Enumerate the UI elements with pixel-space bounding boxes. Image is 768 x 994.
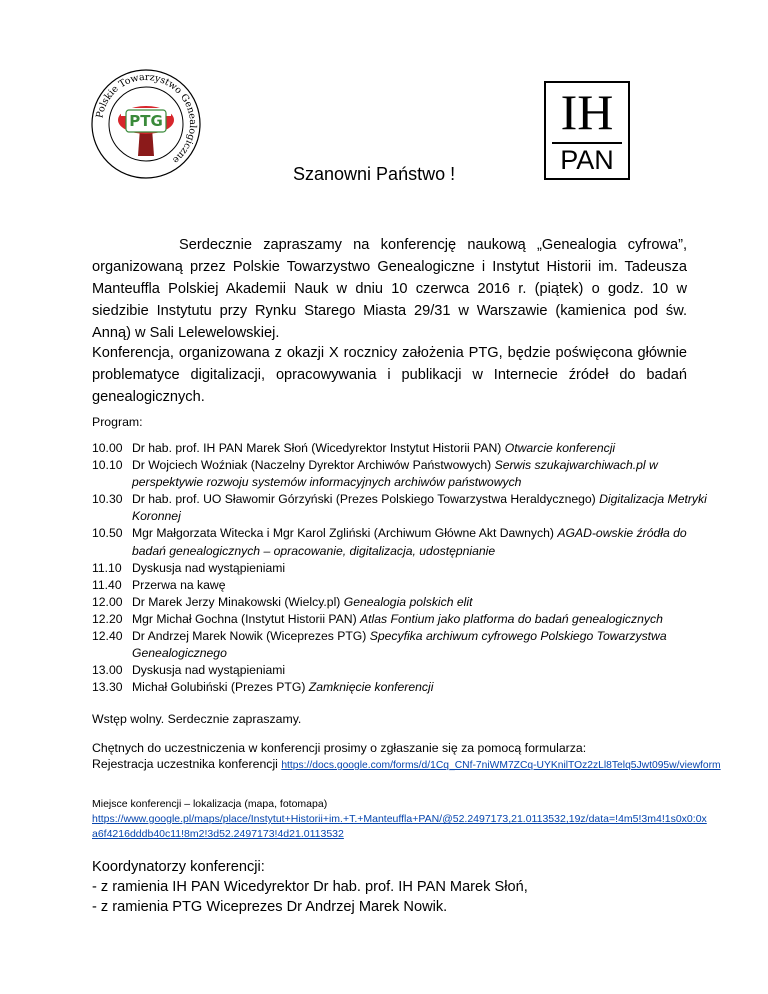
talk-title: Zamknięcie konferencji	[308, 680, 434, 695]
registration-intro: Chętnych do uczestniczenia w konferencji prosimy o zgłaszanie się za pomocą formularza:	[92, 741, 587, 755]
program-time: 12.20	[92, 611, 123, 626]
program-item: 10.10 Dr Wojciech Woźniak (Naczelny Dyrektor Archiwów Państwowych) Serwis szukajwarchiwach.pl w perspektywie rozwoju systemów informacyjnych archiwów państwowych	[92, 457, 712, 491]
program-item: 10.50 Mgr Małgorzata Witecka i Mgr Karol Zgliński (Archiwum Główne Akt Dawnych) AGAD-owskie źródła do badań genealogicznych – opracowanie, digitalizacja, udostępnianie	[92, 525, 712, 559]
program-time: 10.10	[92, 458, 123, 473]
coordinators-heading: Koordynatorzy konferencji:	[92, 859, 265, 875]
program-item: 10.30 Dr hab. prof. UO Sławomir Górzyński (Prezes Polskiego Towarzystwa Heraldycznego) Digitalizacja Metryki Koronnej	[92, 491, 712, 525]
program-time: 11.10	[92, 560, 122, 575]
talk-title: Serwis szukajwarchiwach.pl w perspektywie rozwoju systemów informacyjnych archiwów państwowych	[132, 458, 658, 490]
entry-note: Wstęp wolny. Serdecznie zapraszamy.	[92, 712, 302, 726]
ptg-badge-text: PTG	[129, 112, 163, 130]
registration-block	[92, 740, 722, 774]
ihpan-bottom: PAN	[560, 145, 614, 175]
coordinators-block	[92, 857, 732, 917]
coordinator-ihpan: - z ramienia IH PAN Wicedyrektor Dr hab. prof. IH PAN Marek Słoń,	[92, 879, 528, 895]
program-item: 12.20 Mgr Michał Gochna (Instytut Historii PAN) Atlas Fontium jako platforma do badań genealogicznych	[92, 611, 712, 628]
topic-paragraph: Konferencja, organizowana z okazji X rocznicy założenia PTG, będzie poświęcona głównie problematyce digitalizacji, opracowywania i publikacji w Internecie źródeł do badań genealogicznych.	[92, 345, 687, 405]
location-label: Miejsce konferencji – lokalizacja (mapa, fotomapa)	[92, 798, 328, 810]
program-time: 12.40	[92, 629, 123, 644]
program-item: 12.40 Dr Andrzej Marek Nowik (Wiceprezes PTG) Specyfika archiwum cyfrowego Polskiego Towarzystwa Genealogicznego	[92, 628, 712, 662]
program-time: 13.00	[92, 663, 123, 678]
registration-link[interactable]: https://docs.google.com/forms/d/1Cq_CNf-7niWM7ZCq-UYKnilTOz2zLl8Telq5Jwt095w/viewform	[281, 760, 721, 771]
program-list	[92, 440, 712, 696]
program-time: 10.00	[92, 441, 123, 455]
talk-title: Genealogia polskich elit	[343, 594, 473, 609]
program-item: 12.00 Dr Marek Jerzy Minakowski (Wielcy.pl) Genealogia polskich elit	[92, 594, 712, 611]
talk-title: Specyfika archiwum cyfrowego Polskiego Towarzystwa Genealogicznego	[132, 629, 667, 661]
program-item: 13.30 Michał Golubiński (Prezes PTG) Zamknięcie konferencji	[92, 679, 712, 696]
program-time: 10.50	[92, 526, 123, 541]
talk-title: Otwarcie konferencji	[504, 441, 616, 455]
talk-title: AGAD-owskie źródła do badań genealogicznych – opracowanie, digitalizacja, udostępnianie	[132, 526, 687, 558]
program-item: 13.00 Dyskusja nad wystąpieniami	[92, 662, 712, 679]
ptg-ring-text: Polskie Towarzystwo Genealogiczne	[94, 71, 199, 166]
location-block	[92, 797, 712, 842]
registration-label: Rejestracja uczestnika konferencji	[92, 757, 282, 771]
location-map-link[interactable]: https://www.google.pl/maps/place/Instytut+Historii+im.+T.+Manteuffla+PAN/@52.2497173,21.0113532,19z/data=!4m5!3m4!1s0x0:0xa6f4216dddb40c11!8m2!3d52.2497173!4d21.0113532	[92, 813, 707, 840]
ihpan-logo	[544, 81, 630, 180]
program-heading: Program:	[92, 415, 143, 429]
program-item: 11.10 Dyskusja nad wystąpieniami	[92, 560, 712, 577]
ihpan-top: IH	[560, 84, 614, 140]
program-item: 11.40 Przerwa na kawę	[92, 577, 712, 594]
program-time: 13.30	[92, 680, 123, 695]
program-time: 12.00	[92, 594, 123, 609]
coordinator-ptg: - z ramienia PTG Wiceprezes Dr Andrzej Marek Nowik.	[92, 899, 448, 915]
program-time: 10.30	[92, 492, 123, 507]
talk-title: Atlas Fontium jako platforma do badań genealogicznych	[360, 611, 663, 626]
program-item: 10.00 Dr hab. prof. IH PAN Marek Słoń (Wicedyrektor Instytut Historii PAN) Otwarcie konferencji	[92, 440, 712, 457]
talk-title: Digitalizacja Metryki Koronnej	[132, 492, 707, 524]
program-time: 11.40	[92, 577, 122, 592]
invitation-paragraph: Serdecznie zapraszamy na konferencję naukową „Genealogia cyfrowa”, organizowaną przez Polskie Towarzystwo Genealogiczne i Instytut Historii im. Tadeusza Manteuffla Polskiej Akademii Nauk w dniu 10 czerwca 2016 r. (piątek) o godz. 10 w siedzibie Instytutu przy Rynku Starego Miasta 29/31 w Warszawie (kamienica pod św. Anną) w Sali Lelewelowskiej.	[92, 237, 687, 341]
greeting: Szanowni Państwo !	[293, 164, 456, 184]
ptg-logo	[90, 68, 202, 180]
